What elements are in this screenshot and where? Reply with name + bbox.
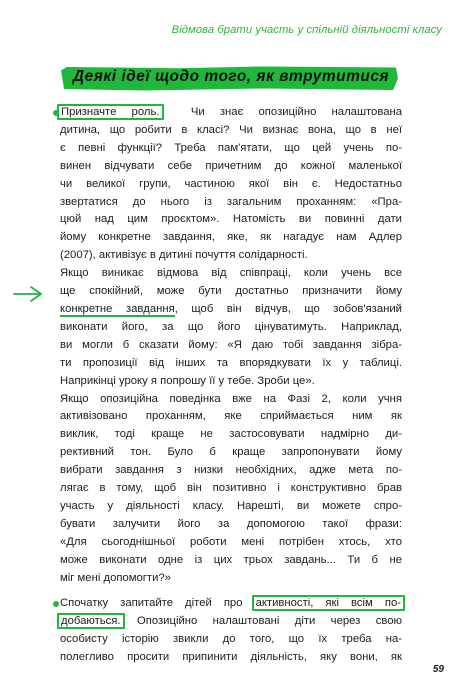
text-line: Чи знає опозиційно налаштована	[190, 106, 403, 118]
text-line: вибрати завдання з низки необхідних, адже мета по-	[60, 464, 402, 477]
bullet-paragraph-2	[60, 595, 402, 667]
bullet-paragraph-1	[60, 104, 402, 587]
bullet-dot	[53, 601, 59, 607]
text-line: «Для сьогоднішньої роботи мені потрібен хтось, хто	[60, 535, 402, 548]
text-line: Якщо виникає відмова від співпраці, коли учень все	[60, 267, 402, 280]
text-line: є певні функції? Треба пам'ятати, що цей учень по-	[60, 141, 402, 154]
text-line: ви могли б сказати йому: «Я даю тобі завдання зібра-	[60, 338, 402, 351]
arrow-right-icon	[12, 285, 44, 303]
text-line: Якщо опозиційна поведінка вже на Фазі 2, коли учня	[60, 392, 402, 405]
running-header: Відмова брати участь у спільній діяльності класу	[171, 24, 442, 36]
body-text	[60, 104, 402, 667]
text-line: рективний тон. Було б краще запропонувати йому	[60, 446, 402, 459]
text-line: Спочатку запитайте дітей про	[60, 597, 243, 610]
text-line: йому конкретне завдання, яке, як нагадує нам Адлер	[60, 231, 402, 244]
bullet-dot	[53, 110, 59, 116]
text-line: Наприкінці уроку я попрошу її у тебе. Зроби це».	[60, 374, 315, 387]
text-line: бувати залучити його за допомогою такої фрази:	[60, 517, 402, 530]
text-line: участь у діяльності класу. Нарешті, ви можете спро-	[60, 499, 402, 512]
text-line: ти пропозиції від інших та впорядкувати їх у таблиці.	[60, 356, 402, 369]
highlight-box: активності, які всім по-	[252, 595, 405, 611]
highlight-underline: конкретне завдання	[60, 302, 175, 315]
text-line: особисту історію звикли до того, що їх треба на-	[60, 633, 402, 646]
text-line: цюй над цим проєктом». Натомість ви повинні дати	[60, 213, 402, 226]
page-number: 59	[432, 664, 444, 675]
text-line: винен відчувати себе причетним до кожної маленької	[60, 159, 402, 172]
text-line: виклик, тоді краще не застосовувати надмірно ди-	[60, 428, 402, 441]
highlight-box: добаються.	[57, 613, 125, 629]
text-line: полегливо просити припинити діяльність, яку вони, як	[60, 651, 402, 664]
text-line: (2007), активізує в дитині почуття солідарності.	[60, 249, 308, 262]
text-line: чи великої групи, частиною якої він є. Недостатньо	[60, 177, 402, 190]
text-line: ще спокійний, може бути достатньо призначити йому	[60, 285, 402, 298]
text-line: може виконати одне із цих трьох завдань... Ти б не	[60, 553, 402, 566]
text-line: дитина, що робити в класі? Чи визнає вона, що в неї	[60, 123, 402, 136]
highlight-box: Призначте роль.	[57, 104, 164, 120]
text-line: міг мені допомогти?»	[60, 571, 171, 584]
section-title: Деякі ідеї щодо того, як втрутитися	[72, 68, 390, 85]
text-line: активізовано проханням, яке сприймається ним як	[60, 410, 402, 423]
text-line: лягає в тому, щоб він позитивно і конструктивно брав	[60, 482, 402, 495]
text-line: виконати його, за що його цінуватимуть. Наприклад,	[60, 320, 402, 333]
text-line: звертатися до нього із загальним проханням: «Пра-	[60, 195, 402, 208]
text-line: , щоб він відчув, що зобов'язаний	[174, 302, 402, 315]
text-line: Опозиційно налаштовані діти через свою	[136, 615, 402, 628]
